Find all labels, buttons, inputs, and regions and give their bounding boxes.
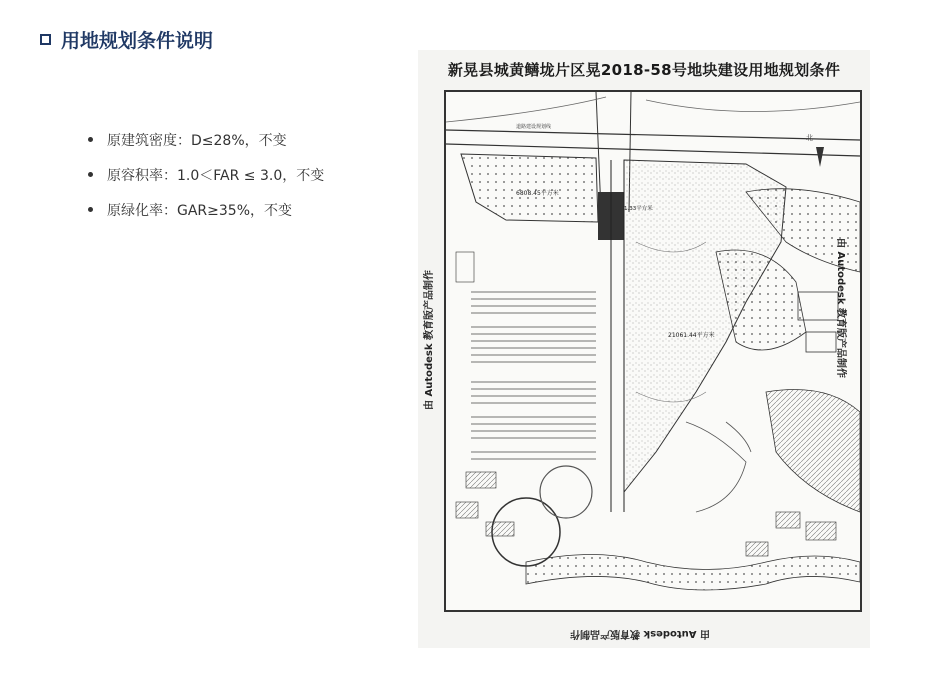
bullet-icon (88, 172, 93, 177)
conditions-list (88, 122, 324, 227)
area-label-a: 6808.45平方米 (516, 190, 559, 197)
bullet-icon (88, 207, 93, 212)
bullet-icon (88, 137, 93, 142)
condition-density: 原建筑密度：D≤28%，不变 (107, 132, 287, 149)
section-header (40, 26, 213, 53)
site-map (444, 90, 862, 612)
square-bullet-icon (40, 34, 51, 45)
road-label: 道路建设规划线 (516, 124, 552, 130)
scanned-plan-document (418, 50, 870, 648)
side-text-left: 由 Autodesk 教育版产品制作 (424, 269, 435, 410)
condition-green: 原绿化率：GAR≥35%，不变 (107, 202, 293, 219)
condition-far: 原容积率：1.0＜FAR ≤ 3.0，不变 (107, 167, 325, 184)
list-item (88, 157, 324, 192)
side-text-right: 由 Autodesk 教育版产品制作 (835, 238, 846, 379)
page-title: 用地规划条件说明 (61, 30, 214, 52)
area-label-c: 21061.44平方米 (668, 332, 715, 339)
list-item (88, 192, 324, 227)
document-title: 新晃县城黄鳝垅片区晃2018-58号地块建设用地规划条件 (447, 61, 841, 79)
list-item (88, 122, 324, 157)
site-map-drawing (446, 92, 860, 610)
north-label: 北 (806, 134, 813, 142)
bottom-text: 由 Autodesk 教育版产品制作 (570, 628, 711, 639)
